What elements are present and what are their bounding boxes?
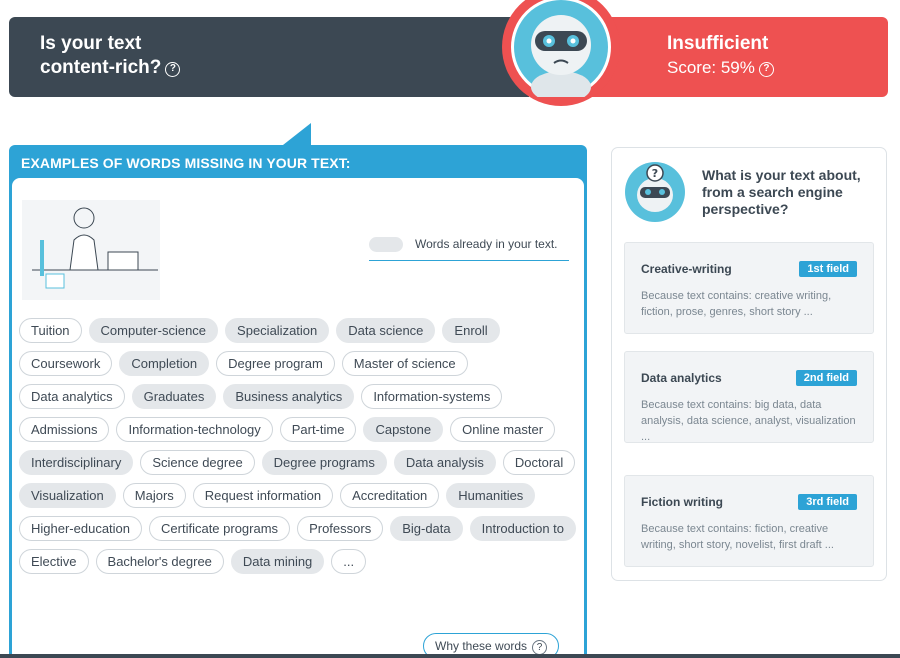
field-name: Fiction writing bbox=[641, 495, 723, 509]
word-tag[interactable]: Tuition bbox=[19, 318, 82, 343]
missing-words-panel bbox=[9, 145, 587, 658]
word-tag[interactable]: Accreditation bbox=[340, 483, 439, 508]
why-help-icon: ? bbox=[532, 640, 547, 655]
word-tag[interactable]: Information-systems bbox=[361, 384, 502, 409]
word-tag[interactable]: Professors bbox=[297, 516, 383, 541]
word-tag[interactable]: Science degree bbox=[140, 450, 254, 475]
score-text: Score: 59% bbox=[667, 58, 755, 77]
score-banner bbox=[590, 17, 888, 97]
word-tag[interactable]: Data analytics bbox=[19, 384, 125, 409]
field-rank-badge: 2nd field bbox=[796, 370, 857, 386]
topic-field-card[interactable] bbox=[624, 351, 874, 443]
word-tag[interactable]: Elective bbox=[19, 549, 89, 574]
word-tag[interactable]: Majors bbox=[123, 483, 186, 508]
woman-at-laptop-illustration bbox=[22, 200, 160, 300]
legend bbox=[369, 235, 569, 261]
legend-swatch bbox=[369, 237, 403, 252]
richness-question-banner bbox=[9, 17, 529, 97]
word-tag[interactable]: Higher-education bbox=[19, 516, 142, 541]
word-tag[interactable]: Bachelor's degree bbox=[96, 549, 224, 574]
score-value bbox=[667, 56, 774, 80]
question-line-1: Is your text bbox=[40, 33, 142, 54]
word-tag[interactable]: Enroll bbox=[442, 318, 499, 343]
speech-pointer bbox=[283, 123, 311, 145]
topic-fields-panel bbox=[611, 147, 887, 581]
field-description: Because text contains: creative writing, fiction, prose, genres, short story ... bbox=[641, 290, 832, 318]
field-rank-badge: 1st field bbox=[799, 261, 857, 277]
word-tag[interactable]: Graduates bbox=[132, 384, 217, 409]
word-tag[interactable]: Request information bbox=[193, 483, 333, 508]
word-tag[interactable]: Specialization bbox=[225, 318, 329, 343]
word-tag[interactable]: Business analytics bbox=[223, 384, 354, 409]
word-tag[interactable]: Completion bbox=[119, 351, 209, 376]
field-name: Creative-writing bbox=[641, 262, 732, 276]
word-tag[interactable]: Master of science bbox=[342, 351, 468, 376]
thinking-robot-icon bbox=[624, 161, 686, 223]
word-tag[interactable]: Part-time bbox=[280, 417, 357, 442]
word-tag[interactable]: Degree programs bbox=[262, 450, 387, 475]
why-label: Why these words bbox=[435, 639, 528, 653]
word-tag[interactable]: Interdisciplinary bbox=[19, 450, 133, 475]
word-tag[interactable]: Certificate programs bbox=[149, 516, 290, 541]
richness-question bbox=[40, 32, 180, 80]
missing-words-body bbox=[12, 178, 584, 658]
field-rank-badge: 3rd field bbox=[798, 494, 857, 510]
word-tag[interactable]: Data analysis bbox=[394, 450, 496, 475]
svg-text:?: ? bbox=[651, 167, 659, 180]
word-tags bbox=[19, 318, 579, 574]
word-tag[interactable]: Big-data bbox=[390, 516, 462, 541]
missing-words-title: EXAMPLES OF WORDS MISSING IN YOUR TEXT: bbox=[21, 155, 351, 171]
word-tag[interactable]: Introduction to bbox=[470, 516, 576, 541]
score-help-icon[interactable]: ? bbox=[759, 62, 774, 77]
field-name: Data analytics bbox=[641, 371, 722, 385]
field-description: Because text contains: big data, data analysis, data science, analyst, visualization ... bbox=[641, 399, 856, 443]
question-line-2: content-rich? bbox=[40, 57, 162, 78]
word-tag[interactable]: Doctoral bbox=[503, 450, 575, 475]
word-tag[interactable]: Capstone bbox=[363, 417, 443, 442]
word-tag[interactable]: Online master bbox=[450, 417, 555, 442]
word-tag[interactable]: Information-technology bbox=[116, 417, 272, 442]
sad-robot-icon bbox=[511, 0, 611, 97]
topic-field-card[interactable] bbox=[624, 475, 874, 567]
word-tag[interactable]: Data mining bbox=[231, 549, 324, 574]
word-tag[interactable]: Coursework bbox=[19, 351, 112, 376]
topic-fields-title: What is your text about, from a search engine perspective? bbox=[702, 167, 861, 217]
legend-label: Words already in your text. bbox=[415, 237, 558, 251]
help-icon[interactable]: ? bbox=[165, 62, 180, 77]
score-status: Insufficient bbox=[667, 33, 769, 54]
topic-field-card[interactable] bbox=[624, 242, 874, 334]
word-tag[interactable]: ... bbox=[331, 549, 366, 574]
field-description: Because text contains: fiction, creative writing, short story, novelist, first draft ... bbox=[641, 523, 834, 551]
bottom-bar bbox=[0, 654, 900, 658]
word-tag[interactable]: Admissions bbox=[19, 417, 109, 442]
word-tag[interactable]: Data science bbox=[336, 318, 435, 343]
word-tag[interactable]: Degree program bbox=[216, 351, 335, 376]
word-tag[interactable]: Visualization bbox=[19, 483, 116, 508]
word-tag[interactable]: Humanities bbox=[446, 483, 535, 508]
word-tag[interactable]: Computer-science bbox=[89, 318, 219, 343]
